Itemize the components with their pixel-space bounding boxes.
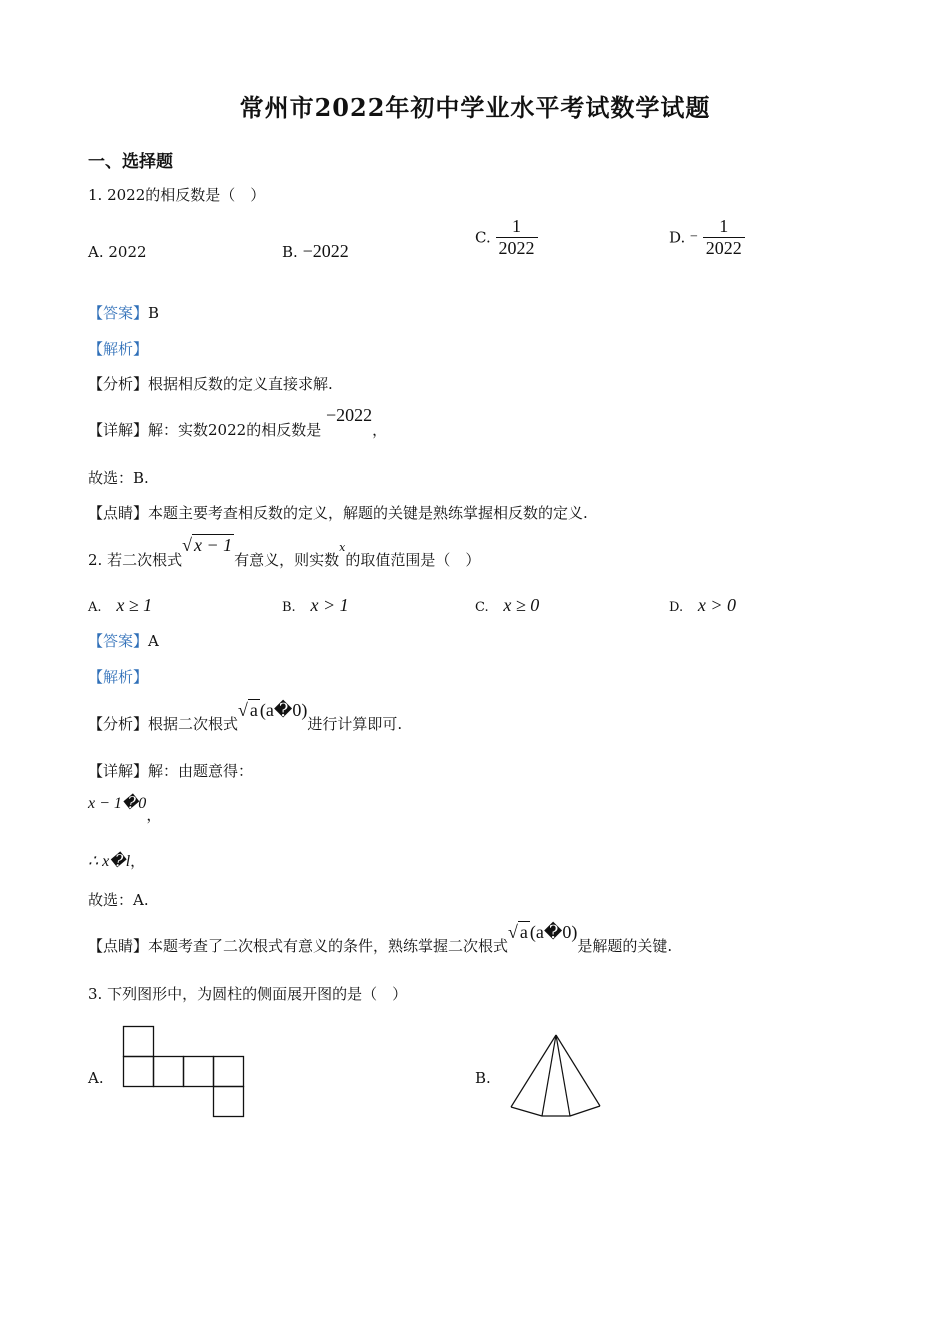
radicand: a xyxy=(519,922,528,942)
q1-option-d-label: D. xyxy=(669,228,686,247)
q2-option-d-value: x > 0 xyxy=(697,595,737,615)
detail-text: 解：由题意得： xyxy=(148,762,254,780)
fraction-denominator: 2022 xyxy=(496,237,538,259)
q2-comment xyxy=(88,922,673,955)
q2-option-d-label: D. xyxy=(669,600,684,615)
q1-detail xyxy=(88,405,388,439)
step-2-post: ， xyxy=(130,852,146,870)
q2-option-b-label: B. xyxy=(282,600,296,615)
q2-jiexi: 【解析】 xyxy=(88,668,149,686)
q1-answer xyxy=(88,302,159,323)
net-square xyxy=(214,1057,244,1087)
q2-option-a-label: A. xyxy=(88,600,102,615)
q1-choose: 故选：B. xyxy=(88,469,149,487)
answer-tag: 【答案】 xyxy=(88,304,149,322)
comment-tag: 【点睛】 xyxy=(88,504,149,522)
q2-analysis xyxy=(88,700,403,733)
q1-option-d-sign: − xyxy=(690,229,698,245)
radicand: x − 1 xyxy=(193,535,233,555)
comment-tag: 【点睛】 xyxy=(88,937,149,955)
q1-option-b xyxy=(282,241,349,262)
q2-step-2 xyxy=(88,850,145,871)
q1-jiexi: 【解析】 xyxy=(88,340,149,358)
analysis-text: 根据二次根式 xyxy=(148,715,239,733)
detail-tag: 【详解】 xyxy=(88,421,149,439)
analysis-tag: 【分析】 xyxy=(88,715,149,733)
q2-stem-pre: 2. 若二次根式 xyxy=(88,551,183,569)
q1-option-a-label: A. xyxy=(88,243,104,261)
q2-option-c-label: C. xyxy=(475,600,489,615)
q2-stem-var: x xyxy=(339,541,346,554)
q2-stem-radical: √ x − 1 xyxy=(182,535,233,555)
q3-option-a-label: A. xyxy=(88,1069,104,1087)
comment-post: 是解题的关键. xyxy=(577,937,673,955)
step-1-expr: x − 1�0 xyxy=(88,795,147,812)
answer-value: A xyxy=(148,632,159,650)
q2-step-1 xyxy=(88,792,162,824)
fraction-numerator: 1 xyxy=(512,216,521,236)
q2-detail xyxy=(88,760,253,781)
step-2-expr: ∴ x�l xyxy=(88,853,131,870)
q1-option-a xyxy=(88,243,147,261)
comment-text: 本题考查了二次根式有意义的条件，熟练掌握二次根式 xyxy=(148,937,509,955)
detail-post: ， xyxy=(372,421,388,439)
net-square xyxy=(184,1057,214,1087)
q1-option-a-value: 2022 xyxy=(108,243,147,261)
analysis-tag: 【分析】 xyxy=(88,375,149,393)
q1-option-c-label: C. xyxy=(475,228,491,247)
net-square xyxy=(214,1087,244,1117)
q2-choose: 故选：A. xyxy=(88,891,149,909)
q2-stem xyxy=(88,535,481,569)
q2-option-b-value: x > 1 xyxy=(310,595,349,615)
q2-option-d xyxy=(669,595,736,616)
q1-option-d-fraction xyxy=(703,216,745,259)
radicand: a xyxy=(249,700,258,720)
analysis-post: 进行计算即可. xyxy=(307,715,403,733)
net-square xyxy=(124,1057,154,1087)
q1-option-d xyxy=(669,216,745,259)
analysis-text: 根据相反数的定义直接求解. xyxy=(148,375,333,393)
net-square xyxy=(124,1027,154,1057)
q2-option-a xyxy=(88,595,152,616)
q1-comment xyxy=(88,502,588,523)
q1-analysis xyxy=(88,373,333,394)
q1-option-c xyxy=(475,216,538,259)
comment-radical: √ a xyxy=(508,922,528,942)
q2-answer xyxy=(88,630,159,651)
q3-stem: 3. 下列图形中，为圆柱的侧面展开图的是（ ） xyxy=(88,985,408,1003)
q2-option-b xyxy=(282,595,349,616)
q1-option-c-fraction xyxy=(496,216,538,259)
q1-stem: 1. 2022的相反数是（ ） xyxy=(88,186,266,204)
fraction-denominator: 2022 xyxy=(703,237,745,259)
q2-option-a-value: x ≥ 1 xyxy=(116,595,153,615)
detail-text: 解：实数2022的相反数是 xyxy=(148,421,322,439)
detail-tag: 【详解】 xyxy=(88,762,149,780)
page-title: 常州市2022年初中学业水平考试数学试题 xyxy=(239,93,711,122)
detail-value: −2022 xyxy=(325,405,373,425)
fraction-numerator: 1 xyxy=(719,216,729,236)
net-square xyxy=(154,1057,184,1087)
analysis-radical: √ a xyxy=(238,700,258,720)
pyramid-figure xyxy=(508,1032,604,1118)
comment-condition: (a�0) xyxy=(529,922,578,942)
step-1-post: ， xyxy=(146,806,162,824)
q3-option-b-label: B. xyxy=(475,1069,491,1087)
section-heading: 一、选择题 xyxy=(88,152,173,172)
pyramid-base xyxy=(511,1106,600,1116)
q2-option-c-value: x ≥ 0 xyxy=(503,595,540,615)
answer-tag: 【答案】 xyxy=(88,632,149,650)
q2-stem-mid: 有意义，则实数 xyxy=(234,551,340,569)
q1-option-b-label: B. xyxy=(282,243,298,261)
comment-text: 本题主要考查相反数的定义，解题的关键是熟练掌握相反数的定义. xyxy=(148,504,588,522)
cube-net-figure xyxy=(122,1025,246,1118)
analysis-condition: (a�0) xyxy=(259,700,308,720)
q1-option-b-value: −2022 xyxy=(302,241,349,261)
q2-stem-post: 的取值范围是（ ） xyxy=(345,551,481,569)
q2-option-c xyxy=(475,595,539,616)
answer-value: B xyxy=(148,304,160,322)
